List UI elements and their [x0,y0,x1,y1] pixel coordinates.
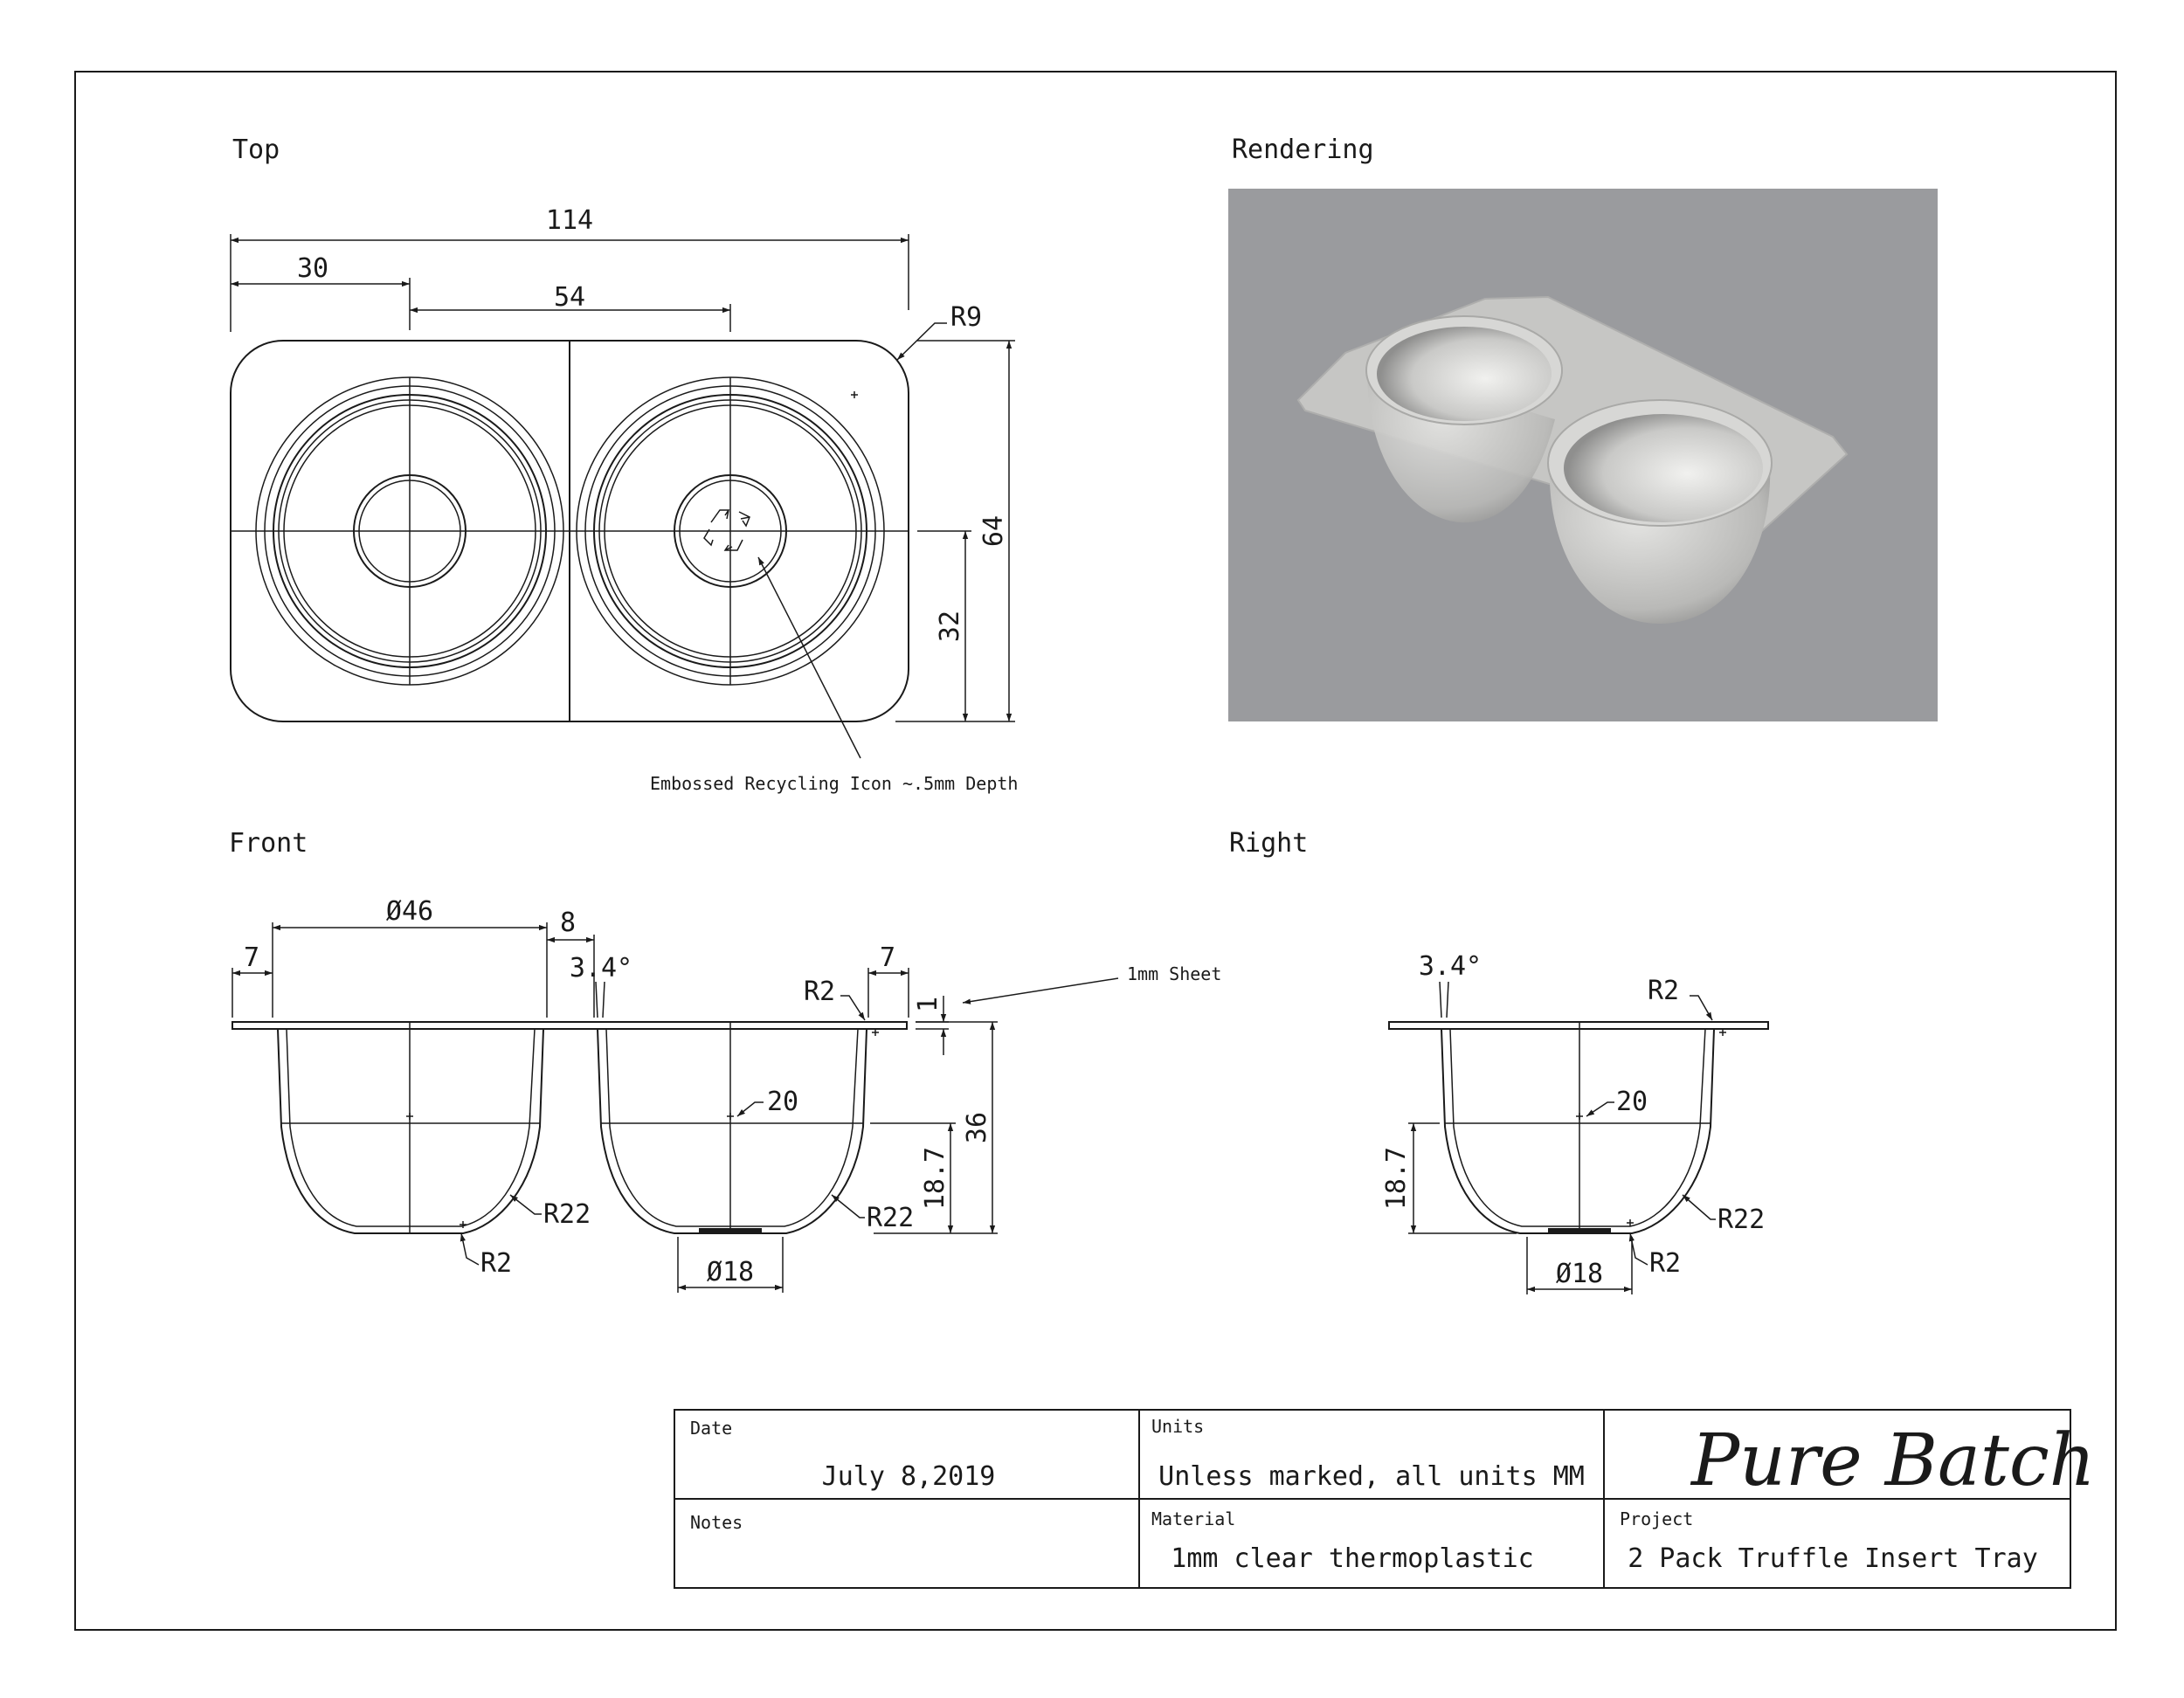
dim-depth: 36 [962,1111,992,1144]
front-emboss [699,1228,762,1233]
dim-corner-radius: R9 [950,302,983,333]
sheet-leader [963,978,1118,1003]
dim-bowl-radius-left: R22 [543,1199,591,1230]
signature-logo: Pure Batch [1691,1419,2096,1502]
title-block [674,1410,2096,1588]
recycle-icon [704,510,750,550]
project-label: Project [1620,1508,1694,1529]
recycle-leader [758,557,860,758]
top-view [231,205,1018,794]
dim-bottom-fillet: R2 [480,1248,513,1279]
recycle-note: Embossed Recycling Icon ~.5mm Depth [650,773,1019,794]
right-emboss [1548,1228,1611,1233]
front-left-cup [278,1029,543,1233]
dim-gap: 8 [559,908,577,938]
dim-bowl-radius-right: R22 [867,1203,915,1233]
rendering-view [1228,189,1938,721]
dim-height: 64 [978,514,1009,548]
units-value: Unless marked, all units MM [1158,1461,1585,1492]
dim-half-height: 32 [935,610,965,643]
notes-label: Notes [690,1512,743,1533]
right-dim-sphere-height: 18.7 [1381,1146,1412,1211]
units-label: Units [1151,1416,1205,1437]
dim-cyl-height: 20 [767,1087,799,1117]
right-dim-draft: 3.4° [1418,951,1482,982]
r9-leader [897,323,947,360]
material-label: Material [1151,1508,1236,1529]
top-view-title: Top [232,135,280,165]
front-flange [232,1022,907,1029]
right-view [1381,951,1768,1294]
rendering-view-title: Rendering [1232,135,1374,165]
dim-center-spacing: 54 [553,282,586,313]
dim-sheet-thickness: 1 [913,996,943,1013]
dim-sphere-height: 18.7 [920,1146,950,1211]
reference-mark [851,391,858,398]
dim-overall-width: 114 [545,205,594,236]
right-dim-fillet: R2 [1648,976,1680,1006]
front-view-title: Front [229,828,308,859]
right-dim-cyl-height: 20 [1616,1087,1648,1117]
right-dim-bottom-diameter: Ø18 [1555,1259,1604,1289]
dim-right-flange: 7 [879,942,896,973]
dim-draft: 3.4° [569,953,633,984]
front-view [232,896,1221,1293]
project-value: 2 Pack Truffle Insert Tray [1628,1543,2038,1574]
dim-left-flange: 7 [243,942,260,973]
right-flange [1389,1022,1768,1029]
material-value: 1mm clear thermoplastic [1171,1543,1534,1574]
dim-offset: 30 [296,253,329,284]
date-label: Date [690,1418,733,1439]
right-dim-bottom-fillet: R2 [1649,1248,1682,1279]
dim-fillet: R2 [804,977,836,1007]
right-dim-bowl-radius: R22 [1717,1204,1766,1235]
date-value: July 8,2019 [821,1461,996,1492]
dim-diameter-top: Ø46 [385,896,434,927]
sheet-note: 1mm Sheet [1127,963,1222,984]
dim-bottom-diameter: Ø18 [706,1257,755,1287]
right-view-title: Right [1229,828,1309,859]
right-cup [1441,1029,1714,1233]
